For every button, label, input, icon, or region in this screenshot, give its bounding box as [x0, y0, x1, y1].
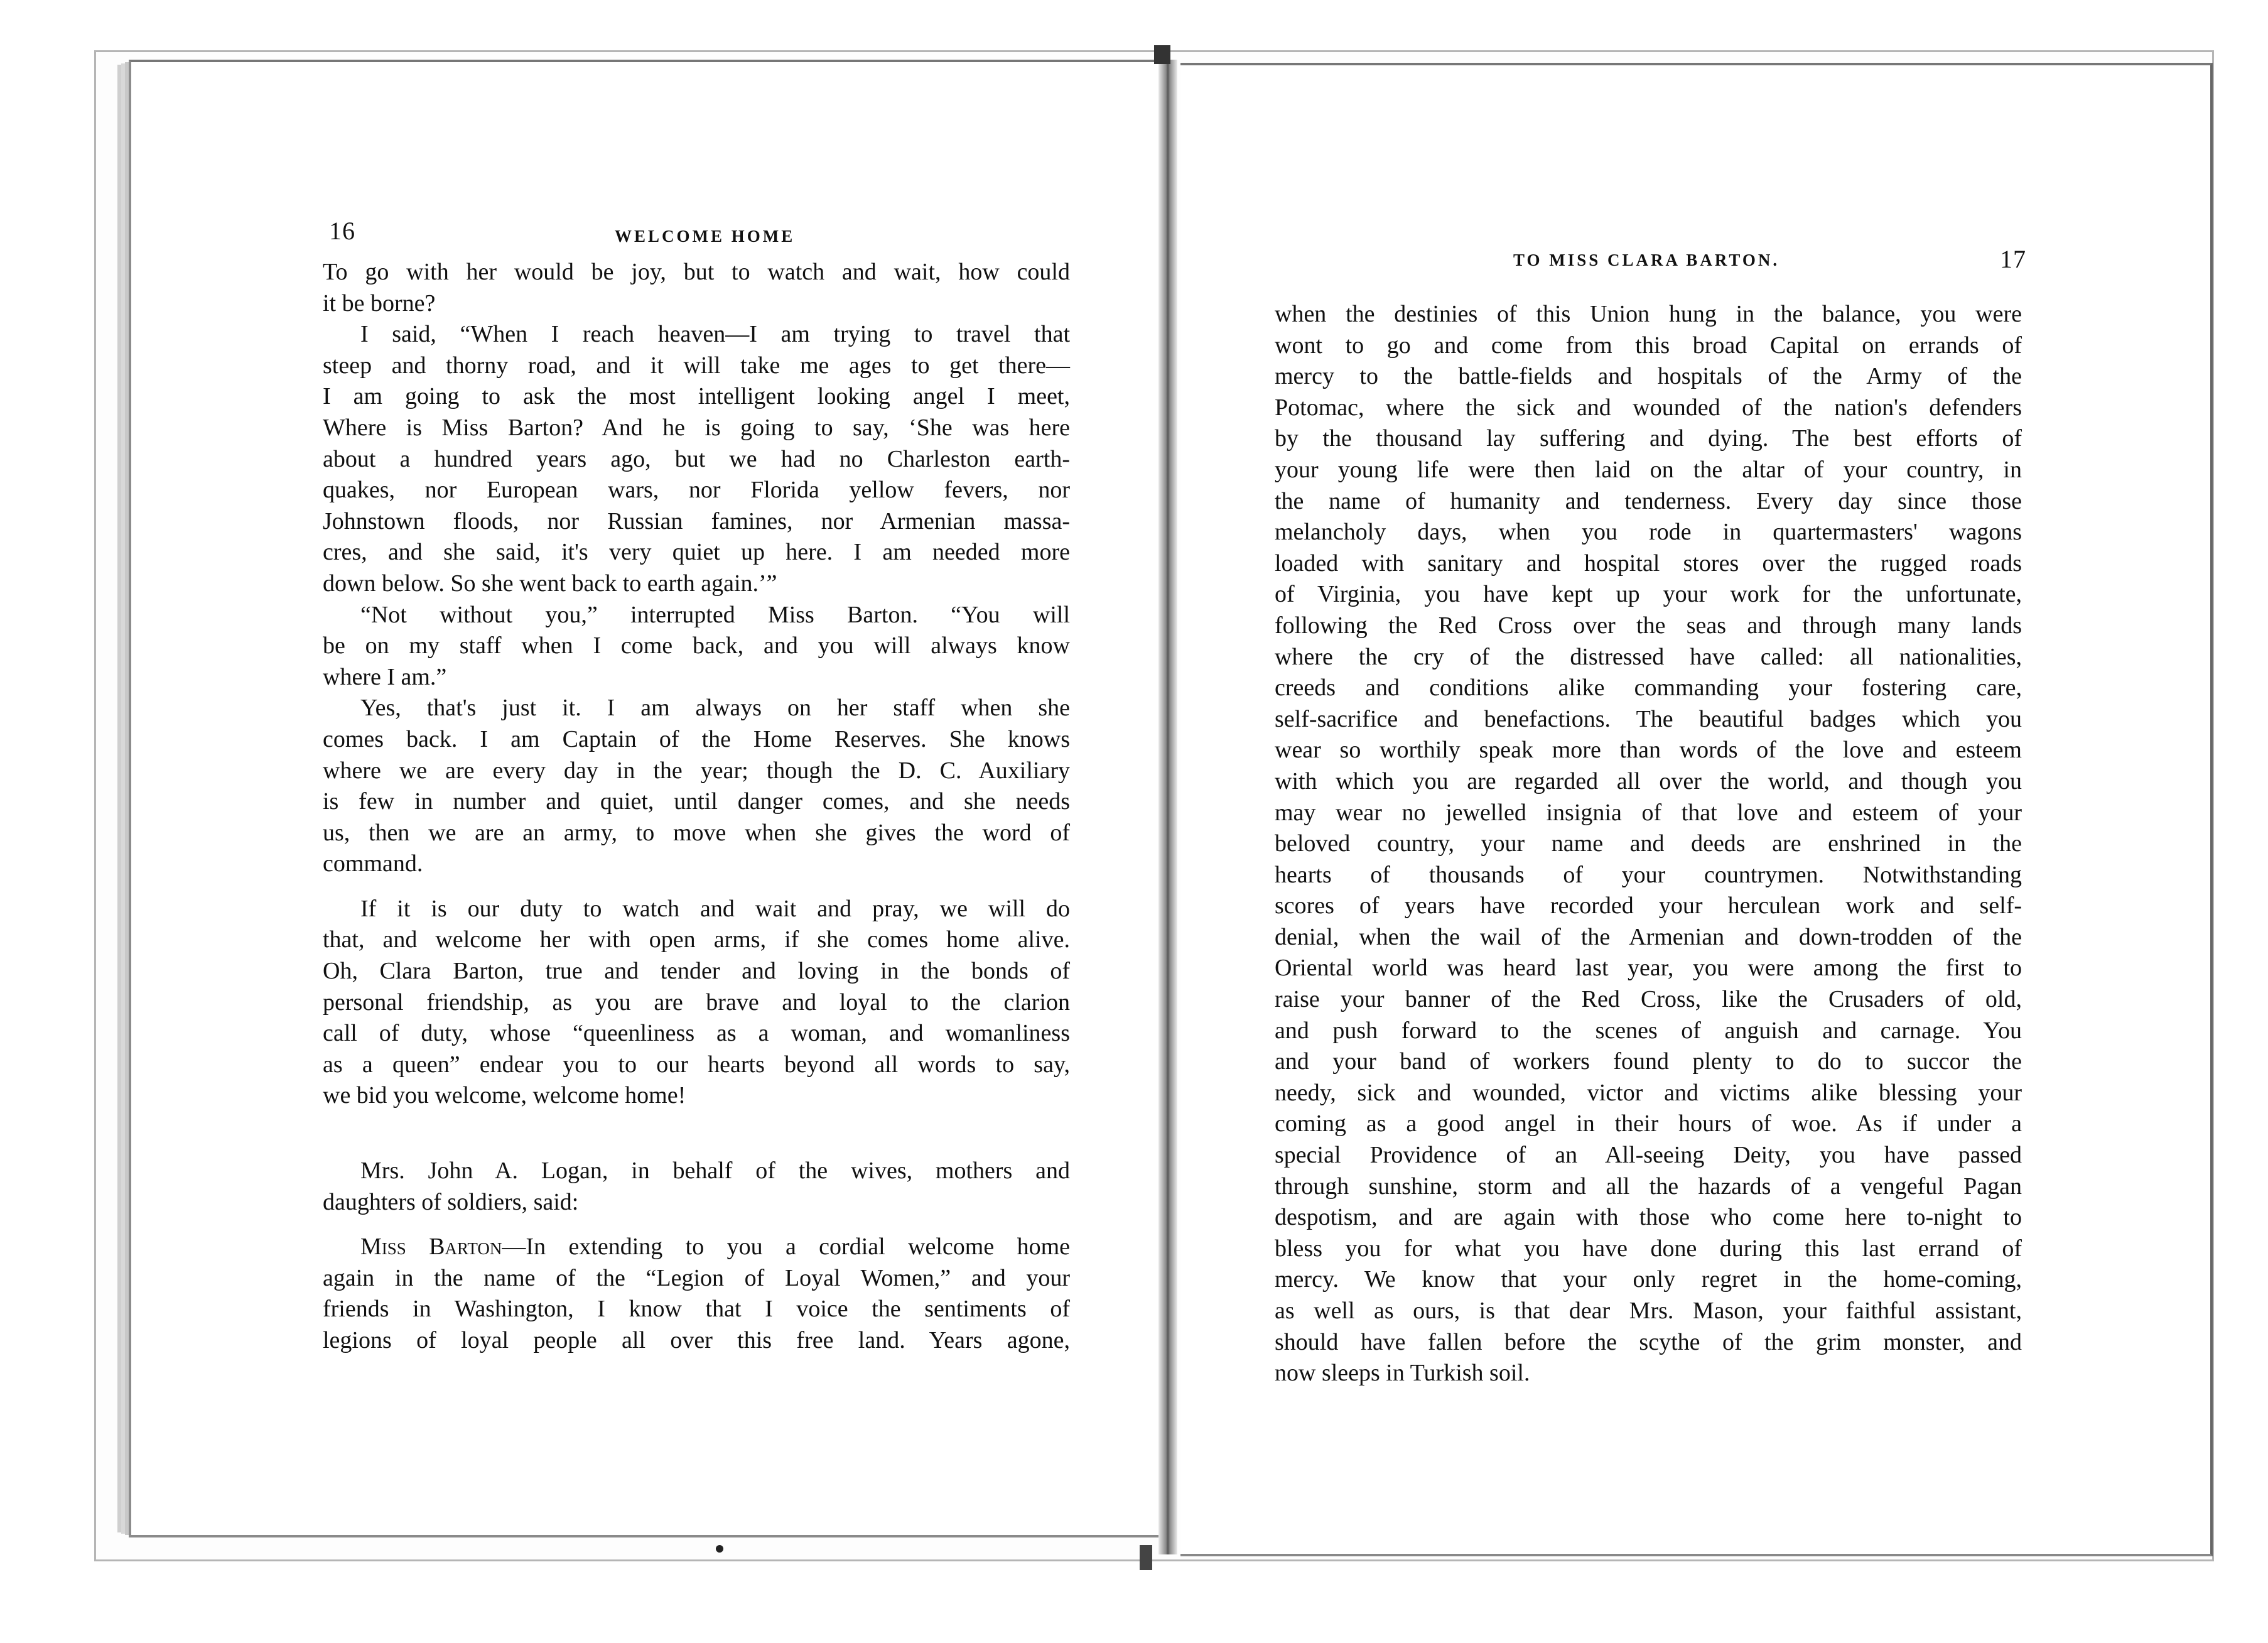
text-line: by the thousand lay suffering and dying. The best efforts of — [1275, 425, 2022, 452]
text-line: I said, “When I reach heaven—I am trying to travel that — [360, 321, 1070, 348]
text-line: it be borne? — [323, 290, 436, 317]
binding-mark — [1140, 1545, 1152, 1570]
left-page — [129, 60, 1161, 1537]
text-line: loaded with sanitary and hospital stores over the rugged roads — [1275, 550, 2022, 577]
text-line: and your band of workers found plenty to do to succor the — [1275, 1048, 2022, 1075]
text-line: the name of humanity and tenderness. Every day since those — [1275, 487, 2022, 514]
paragraph — [323, 600, 1070, 693]
text-line: down below. So she went back to earth again.’” — [323, 570, 777, 597]
text-line: To go with her would be joy, but to watch and wait, how could — [323, 259, 1070, 285]
text-line: quakes, nor European wars, nor Florida yellow fevers, nor — [323, 477, 1070, 504]
left-running-head: WELCOME HOME — [615, 227, 796, 246]
text-line: Yes, that's just it. I am always on her staff when she — [360, 695, 1070, 722]
text-line: command. — [323, 850, 423, 877]
right-running-head: TO MISS CLARA BARTON. — [1513, 251, 1780, 269]
speech-first-line: —In extending to you a cordial welcome home — [502, 1234, 1070, 1261]
text-line: as a queen” endear you to our hearts beyond all words to say, — [323, 1051, 1070, 1078]
binding-mark — [1154, 45, 1170, 64]
paragraph — [323, 319, 1070, 599]
text-line: where we are every day in the year; though the D. C. Auxiliary — [323, 757, 1070, 784]
paragraph — [323, 894, 1070, 1112]
text-line: we bid you welcome, welcome home! — [323, 1082, 686, 1109]
paragraph — [323, 693, 1070, 880]
text-line: wear so worthily speak more than words of the love and esteem — [1275, 737, 2022, 764]
text-line: through sunshine, storm and all the hazards of a vengeful Pagan — [1275, 1173, 2022, 1200]
text-line: about a hundred years ago, but we had no Charleston earth- — [323, 445, 1070, 472]
text-line: self-sacrifice and benefactions. The beautiful badges which you — [1275, 705, 2022, 732]
text-line: us, then we are an army, to move when she gives the word of — [323, 819, 1070, 846]
text-line: scores of years have recorded your herculean work and self- — [1275, 892, 2022, 919]
text-line: and push forward to the scenes of anguish and carnage. You — [1275, 1017, 2022, 1044]
text-line: special Providence of an All-seeing Deity, you have passed — [1275, 1142, 2022, 1169]
ink-spot — [716, 1545, 723, 1553]
text-line: Johnstown floods, nor Russian famines, nor Armenian massa- — [323, 507, 1070, 534]
paragraph — [1275, 299, 2022, 1389]
text-line: creeds and conditions alike commanding your fostering care, — [1275, 675, 2022, 702]
text-line: Oriental world was heard last year, you were among the first to — [1275, 955, 2022, 982]
right-page-number: 17 — [2000, 245, 2026, 273]
text-line: Mrs. John A. Logan, in behalf of the wives, mothers and — [360, 1158, 1070, 1185]
speech-salutation: Miss Barton — [360, 1234, 502, 1261]
text-line: with which you are regarded all over the world, and though you — [1275, 767, 2022, 794]
text-line: Where is Miss Barton? And he is going to say, ‘She was here — [323, 414, 1070, 441]
text-line: is few in number and quiet, until danger comes, and she needs — [323, 788, 1070, 815]
text-line — [323, 1232, 1070, 1263]
text-line: friends in Washington, I know that I voice the sentiments of — [323, 1296, 1070, 1323]
text-line: your young life were then laid on the altar of your country, in — [1275, 456, 2022, 483]
text-line: wont to go and come from this broad Capital on errands of — [1275, 332, 2022, 359]
text-line: when the destinies of this Union hung in the balance, you were — [1275, 301, 2022, 327]
text-line: of Virginia, you have kept up your work for the unfortunate, — [1275, 581, 2022, 608]
text-line: beloved country, your name and deeds are enshrined in the — [1275, 830, 2022, 857]
text-line: bless you for what you have done during this last errand of — [1275, 1235, 2022, 1262]
text-line: Potomac, where the sick and wounded of the nation's defenders — [1275, 394, 2022, 421]
text-line: denial, when the wail of the Armenian and down-trodden of the — [1275, 923, 2022, 950]
right-page — [1180, 63, 2213, 1556]
text-line: mercy to the battle-fields and hospitals of the Army of the — [1275, 363, 2022, 390]
text-line: following the Red Cross over the seas and through many lands — [1275, 612, 2022, 639]
text-line: call of duty, whose “queenliness as a woman, and womanliness — [323, 1020, 1070, 1047]
text-line: I am going to ask the most intelligent looking angel I meet, — [323, 383, 1070, 410]
text-line: now sleeps in Turkish soil. — [1275, 1360, 1530, 1387]
logan-intro — [323, 1156, 1070, 1218]
text-line: Oh, Clara Barton, true and tender and loving in the bonds of — [323, 958, 1070, 985]
text-line: coming as a good angel in their hours of woe. As if under a — [1275, 1110, 2022, 1137]
text-line: be on my staff when I come back, and you will always know — [323, 632, 1070, 659]
text-line: daughters of soldiers, said: — [323, 1188, 579, 1215]
text-line: where the cry of the distressed have called: all nationalities, — [1275, 643, 2022, 670]
text-line: legions of loyal people all over this free land. Years agone, — [323, 1327, 1070, 1353]
book-gutter — [1158, 60, 1177, 1554]
paragraph — [323, 257, 1070, 319]
text-line: where I am.” — [323, 663, 447, 690]
logan-speech — [323, 1232, 1070, 1356]
text-line: If it is our duty to watch and wait and pray, we will do — [360, 895, 1070, 922]
text-line: personal friendship, as you are brave and loyal to the clarion — [323, 989, 1070, 1016]
text-line: should have fallen before the scythe of the grim monster, and — [1275, 1328, 2022, 1355]
left-page-number: 16 — [329, 217, 355, 245]
text-line: mercy. We know that your only regret in the home-coming, — [1275, 1266, 2022, 1293]
text-line: “Not without you,” interrupted Miss Barton. “You will — [360, 601, 1070, 628]
right-page-text — [1275, 299, 2022, 1389]
text-line: may wear no jewelled insignia of that love and esteem of your — [1275, 799, 2022, 826]
text-line: as well as ours, is that dear Mrs. Mason, your faithful assistant, — [1275, 1298, 2022, 1324]
text-line: raise your banner of the Red Cross, like the Crusaders of old, — [1275, 986, 2022, 1013]
text-line: hearts of thousands of your countrymen. Notwithstanding — [1275, 861, 2022, 888]
text-line: despotism, and are again with those who come here to-night to — [1275, 1204, 2022, 1231]
text-line: cres, and she said, it's very quiet up here. I am needed more — [323, 539, 1070, 566]
text-line: steep and thorny road, and it will take me ages to get there— — [323, 352, 1070, 379]
text-line: that, and welcome her with open arms, if she comes home alive. — [323, 926, 1070, 953]
text-line: melancholy days, when you rode in quartermasters' wagons — [1275, 519, 2022, 546]
text-line: comes back. I am Captain of the Home Reserves. She knows — [323, 725, 1070, 752]
left-page-text — [323, 257, 1070, 1357]
text-line: again in the name of the “Legion of Loyal Women,” and your — [323, 1264, 1070, 1291]
text-line: needy, sick and wounded, victor and victims alike blessing your — [1275, 1079, 2022, 1106]
